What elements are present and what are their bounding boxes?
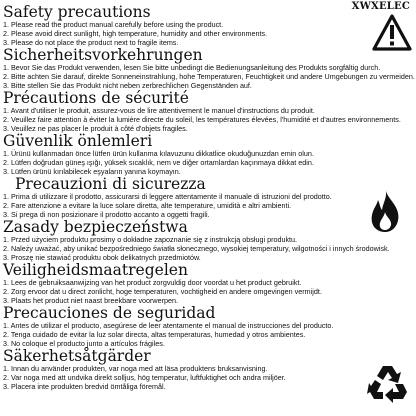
precaution-item: 2. Fare attenzione a evitare la luce solare diretta, alte temperature, umidità e altri ambienti. (3, 201, 292, 210)
precaution-item: 2. Należy uważać, aby unikać bezpośredniego światła słonecznego, wysokiej temperatury, wilgotności i innych środowisk. (3, 244, 390, 253)
precaution-item: 1. Prima di utilizzare il prodotto, assicurarsi di leggere attentamente il manuale di istruzioni del prodotto. (3, 192, 332, 201)
recycle-icon (366, 362, 410, 406)
section-title: Precauzioni di sicurezza (15, 175, 206, 193)
section-title: Zasady bezpieczeństwa (3, 218, 188, 236)
precaution-item: 3. No coloque el producto junto a artículos frágiles. (3, 339, 165, 348)
section-title: Säkerhetsåtgärder (3, 347, 151, 365)
precaution-item: 3. Bitte stellen Sie das Produkt nicht neben zerbrechlichen Gegenständen auf. (3, 81, 252, 90)
section-title: Veiligheidsmaatregelen (3, 261, 188, 279)
precaution-item: 3. Si prega di non posizionare il prodotto accanto a oggetti fragili. (3, 210, 210, 219)
precaution-list (3, 235, 390, 262)
precaution-item: 1. Antes de utilizar el producto, asegúrese de leer atentamente el manual de instrucciones del producto. (3, 321, 334, 330)
brand-logo: XWXELEC (351, 1, 410, 12)
section-title: Sicherheitsvorkehrungen (3, 46, 203, 64)
fire-flame-icon (365, 188, 405, 234)
precaution-list (3, 63, 415, 90)
safety-section (3, 218, 390, 262)
safety-section (3, 305, 365, 348)
precaution-item: 1. Avant d'utiliser le produit, assurez-vous de lire attentivement le manuel d'instructions du produit. (3, 106, 315, 115)
precaution-item: 2. Var noga med att undvika direkt solljus, hög temperatur, luftfuktighet och andra miljöer. (3, 373, 286, 382)
section-title: Güvenlik önlemleri (3, 132, 153, 150)
precaution-list (3, 192, 365, 219)
warning-triangle-icon (372, 14, 412, 52)
precaution-item: 2. Lütfen doğrudan güneş ışığı, yüksek sıcaklık, nem ve diğer ortamlardan kaçınmaya dikkat edin. (3, 158, 314, 167)
precaution-item: 1. Bevor Sie das Produkt verwenden, lesen Sie bitte unbedingt die Bedienungsanleitung des Produkts sorgfältig durch. (3, 63, 381, 72)
safety-section (3, 4, 365, 47)
precaution-list (3, 321, 365, 348)
precaution-item: 3. Please do not place the product next to fragile items. (3, 38, 179, 47)
precaution-item: 2. Tenga cuidado de evitar la luz solar directa, altas temperaturas, humedad y otros ambientes. (3, 330, 306, 339)
precaution-item: 3. Proszę nie stawiać produktu obok delikatnych przedmiotów. (3, 253, 201, 262)
precaution-item: 3. Veuillez ne pas placer le produit à côté d'objets fragiles. (3, 124, 188, 133)
precaution-item: 1. Please read the product manual carefully before using the product. (3, 20, 224, 29)
safety-section (3, 176, 365, 219)
precaution-item: 2. Zorg ervoor dat u direct zonlicht, hoge temperaturen, vochtigheid en andere omgevingen vermijdt. (3, 287, 322, 296)
section-title: Precauciones de seguridad (3, 304, 216, 322)
safety-section (3, 133, 365, 176)
safety-section (3, 262, 365, 305)
section-title: Safety precautions (3, 3, 151, 21)
safety-section (3, 46, 415, 90)
precaution-item: 1. Innan du använder produkten, var noga med att läsa produktens bruksanvisning. (3, 364, 268, 373)
precaution-item: 2. Veuillez faire attention à éviter la lumière directe du soleil, les températures élevées, l'humidité et d'autres environnements. (3, 115, 401, 124)
precaution-list (3, 278, 365, 305)
safety-section (3, 348, 365, 391)
precaution-item: 2. Please avoid direct sunlight, high temperature, humidity and other environments. (3, 29, 268, 38)
precaution-list (3, 106, 401, 133)
precaution-list (3, 149, 365, 176)
safety-section (3, 89, 401, 133)
precaution-item: 3. Lütfen ürünü kırılabilecek eşyaların yanına koymayın. (3, 167, 181, 176)
precaution-item: 1. Lees de gebruiksaanwijzing van het product zorgvuldig door voordat u het product gebruikt. (3, 278, 302, 287)
precaution-item: 2. Bitte achten Sie darauf, direkte Sonneneinstrahlung, hohe Temperaturen, Feuchtigkeit und andere Umgebungen zu vermeiden. (3, 72, 415, 81)
precaution-item: 3. Plaats het product niet naast breekbare voorwerpen. (3, 296, 179, 305)
precaution-item: 1. Ürünü kullanmadan önce lütfen ürün kullanma kılavuzunu dikkatlice okuduğunuzdan emin olun. (3, 149, 314, 158)
section-title: Précautions de sécurité (3, 89, 189, 107)
precaution-item: 1. Przed użyciem produktu prosimy o dokładne zapoznanie się z instrukcją obsługi produktu. (3, 235, 298, 244)
precaution-item: 3. Placera inte produkten bredvid ömtåliga föremål. (3, 382, 166, 391)
precaution-list (3, 20, 365, 47)
precaution-list (3, 364, 365, 391)
